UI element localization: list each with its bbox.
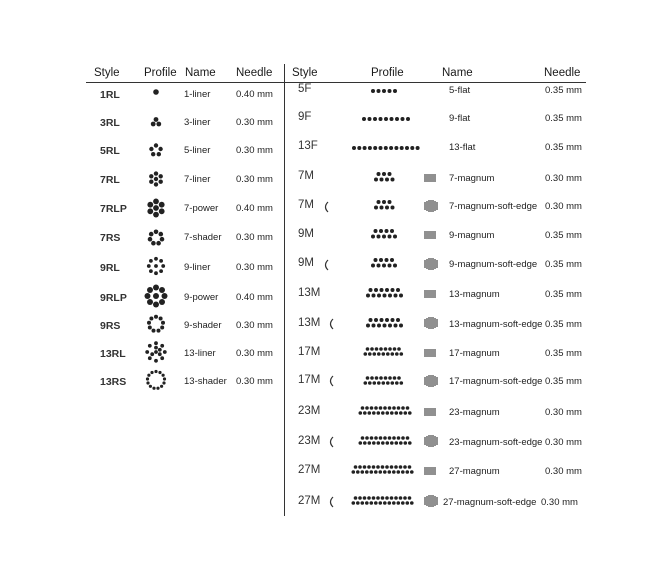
right-row-9m-name: 9-magnum xyxy=(449,230,495,241)
needle-bar-short-icon xyxy=(424,290,438,298)
magnum-soft-edge-13-icon xyxy=(365,316,407,330)
left-row-13rs-needle: 0.30 mm xyxy=(236,376,273,387)
left-row-9rl-name: 9-liner xyxy=(184,262,211,273)
round-shader-13-icon xyxy=(145,369,167,391)
magnum-7-icon xyxy=(373,170,399,184)
right-row-13m-needle: 0.35 mm xyxy=(545,289,582,300)
left-row-7rlp-style: 7RLP xyxy=(100,203,127,215)
right-row-7m-se-name: 7-magnum-soft-edge xyxy=(449,201,538,212)
right-row-5f-name: 5-flat xyxy=(449,85,471,96)
flat-9-icon xyxy=(361,115,411,123)
right-row-7m-needle: 0.30 mm xyxy=(545,173,582,184)
left-row-7rl-style: 7RL xyxy=(100,174,120,186)
left-row-3rl-name: 3-liner xyxy=(184,117,211,128)
right-header-style: Style xyxy=(292,67,318,79)
left-row-9rl-style: 9RL xyxy=(100,262,120,274)
left-row-7rl-needle: 0.30 mm xyxy=(236,174,273,185)
round-liner-13-icon xyxy=(145,341,167,363)
left-header-name: Name xyxy=(185,67,216,79)
left-row-7rlp-name: 7-power xyxy=(184,203,219,214)
right-row-9m-needle: 0.35 mm xyxy=(545,230,582,241)
left-header-needle: Needle xyxy=(236,67,273,79)
right-header-profile: Profile xyxy=(371,67,404,79)
right-row-23m-se-name: 23-magnum-soft-edge xyxy=(449,437,543,448)
round-liner-3-icon xyxy=(146,113,166,133)
right-row-23m-se-needle: 0.30 mm xyxy=(545,437,582,448)
round-liner-9-icon xyxy=(146,256,166,278)
needle-bar-curved-icon xyxy=(424,375,438,387)
flat-5-icon xyxy=(370,87,400,95)
left-row-9rlp-needle: 0.40 mm xyxy=(236,292,273,303)
left-row-1rl-name: 1-liner xyxy=(184,89,211,100)
right-row-5f-style: 5F xyxy=(298,83,312,95)
left-header-style: Style xyxy=(94,67,120,79)
needle-bar-curved-icon xyxy=(424,495,438,507)
right-row-13m-se-name: 13-magnum-soft-edge xyxy=(449,319,543,330)
round-shader-9-icon xyxy=(146,314,166,334)
right-row-9m-se-needle: 0.35 mm xyxy=(545,259,582,270)
right-row-27m-se-name: 27-magnum-soft-edge xyxy=(443,497,537,508)
right-row-9m-se-name: 9-magnum-soft-edge xyxy=(449,259,538,270)
right-row-13m-name: 13-magnum xyxy=(449,289,500,300)
right-row-23m-se-style: 23M xyxy=(298,435,321,447)
left-row-5rl-name: 5-liner xyxy=(184,145,211,156)
left-row-9rs-style: 9RS xyxy=(100,320,121,332)
right-row-17m-name: 17-magnum xyxy=(449,348,500,359)
needle-bar-short-icon xyxy=(424,231,438,239)
right-row-13f-style: 13F xyxy=(298,140,318,152)
right-row-23m-name: 23-magnum xyxy=(449,407,500,418)
right-row-17m-se-style: 17M xyxy=(298,374,321,386)
needle-bar-curved-icon xyxy=(424,435,438,447)
right-row-17m-se-name: 17-magnum-soft-edge xyxy=(449,376,543,387)
left-row-13rl-style: 13RL xyxy=(100,348,126,360)
round-liner-1-icon xyxy=(146,84,166,104)
curve-indicator-icon xyxy=(327,496,335,508)
left-row-9rlp-style: 9RLP xyxy=(100,292,127,304)
magnum-13-icon xyxy=(365,286,407,300)
right-header-name: Name xyxy=(442,67,473,79)
right-row-9f-needle: 0.35 mm xyxy=(545,113,582,124)
flat-13-icon xyxy=(351,144,421,152)
left-row-7rlp-needle: 0.40 mm xyxy=(236,203,273,214)
round-liner-5-icon xyxy=(146,141,166,161)
left-row-3rl-needle: 0.30 mm xyxy=(236,117,273,128)
magnum-soft-edge-17-icon xyxy=(363,374,409,388)
magnum-17-icon xyxy=(363,345,409,359)
right-row-13m-se-style: 13M xyxy=(298,317,321,329)
right-row-13f-needle: 0.35 mm xyxy=(545,142,582,153)
magnum-soft-edge-7-icon xyxy=(373,198,399,212)
left-row-1rl-style: 1RL xyxy=(100,89,120,101)
right-row-7m-style: 7M xyxy=(298,170,314,182)
needle-bar-short-icon xyxy=(424,467,438,475)
right-row-17m-style: 17M xyxy=(298,346,321,358)
left-row-3rl-style: 3RL xyxy=(100,117,120,129)
needle-bar-curved-icon xyxy=(424,258,438,270)
curve-indicator-icon xyxy=(322,259,330,271)
magnum-soft-edge-23-icon xyxy=(358,434,414,448)
round-liner-7-icon xyxy=(146,170,166,190)
left-row-13rl-name: 13-liner xyxy=(184,348,216,359)
left-header-profile: Profile xyxy=(144,67,177,79)
left-row-7rs-needle: 0.30 mm xyxy=(236,232,273,243)
right-row-13m-se-needle: 0.35 mm xyxy=(545,319,582,330)
header-rule xyxy=(86,82,586,83)
right-row-5f-needle: 0.35 mm xyxy=(545,85,582,96)
right-row-23m-needle: 0.30 mm xyxy=(545,407,582,418)
round-shader-7-icon xyxy=(146,228,166,248)
right-row-17m-needle: 0.35 mm xyxy=(545,348,582,359)
magnum-soft-edge-9-icon xyxy=(370,256,402,270)
right-row-27m-se-style: 27M xyxy=(298,495,321,507)
right-row-27m-needle: 0.30 mm xyxy=(545,466,582,477)
magnum-9-icon xyxy=(370,227,402,241)
left-row-7rl-name: 7-liner xyxy=(184,174,211,185)
needle-bar-short-icon xyxy=(424,408,438,416)
left-row-9rl-needle: 0.30 mm xyxy=(236,262,273,273)
curve-indicator-icon xyxy=(327,318,335,330)
needle-bar-curved-icon xyxy=(424,317,438,329)
right-row-7m-se-needle: 0.30 mm xyxy=(545,201,582,212)
curve-indicator-icon xyxy=(327,375,335,387)
round-power-9-icon xyxy=(144,284,168,308)
right-row-13m-style: 13M xyxy=(298,287,321,299)
right-header-needle: Needle xyxy=(544,67,581,79)
left-row-7rs-style: 7RS xyxy=(100,232,121,244)
right-row-27m-name: 27-magnum xyxy=(449,466,500,477)
right-row-9m-style: 9M xyxy=(298,228,314,240)
left-row-7rs-name: 7-shader xyxy=(184,232,222,243)
right-row-23m-style: 23M xyxy=(298,405,321,417)
left-row-13rl-needle: 0.30 mm xyxy=(236,348,273,359)
column-divider xyxy=(284,64,285,516)
right-row-17m-se-needle: 0.35 mm xyxy=(545,376,582,387)
right-row-13f-name: 13-flat xyxy=(449,142,476,153)
right-row-7m-se-style: 7M xyxy=(298,199,314,211)
magnum-soft-edge-27-icon xyxy=(351,494,417,508)
right-row-9f-name: 9-flat xyxy=(449,113,471,124)
right-row-27m-se-needle: 0.30 mm xyxy=(541,497,578,508)
left-row-5rl-needle: 0.30 mm xyxy=(236,145,273,156)
right-row-27m-style: 27M xyxy=(298,464,321,476)
left-row-9rlp-name: 9-power xyxy=(184,292,219,303)
right-row-7m-name: 7-magnum xyxy=(449,173,495,184)
needle-bar-short-icon xyxy=(424,174,438,182)
needle-bar-short-icon xyxy=(424,349,438,357)
round-power-7-icon xyxy=(145,198,167,220)
curve-indicator-icon xyxy=(322,201,330,213)
left-row-13rs-name: 13-shader xyxy=(184,376,227,387)
left-row-5rl-style: 5RL xyxy=(100,145,120,157)
right-row-9f-style: 9F xyxy=(298,111,312,123)
needle-bar-curved-icon xyxy=(424,200,438,212)
left-row-9rs-name: 9-shader xyxy=(184,320,222,331)
right-row-9m-se-style: 9M xyxy=(298,257,314,269)
left-row-9rs-needle: 0.30 mm xyxy=(236,320,273,331)
magnum-27-icon xyxy=(351,463,417,477)
curve-indicator-icon xyxy=(327,436,335,448)
left-row-13rs-style: 13RS xyxy=(100,376,127,388)
left-row-1rl-needle: 0.40 mm xyxy=(236,89,273,100)
magnum-23-icon xyxy=(358,404,414,418)
